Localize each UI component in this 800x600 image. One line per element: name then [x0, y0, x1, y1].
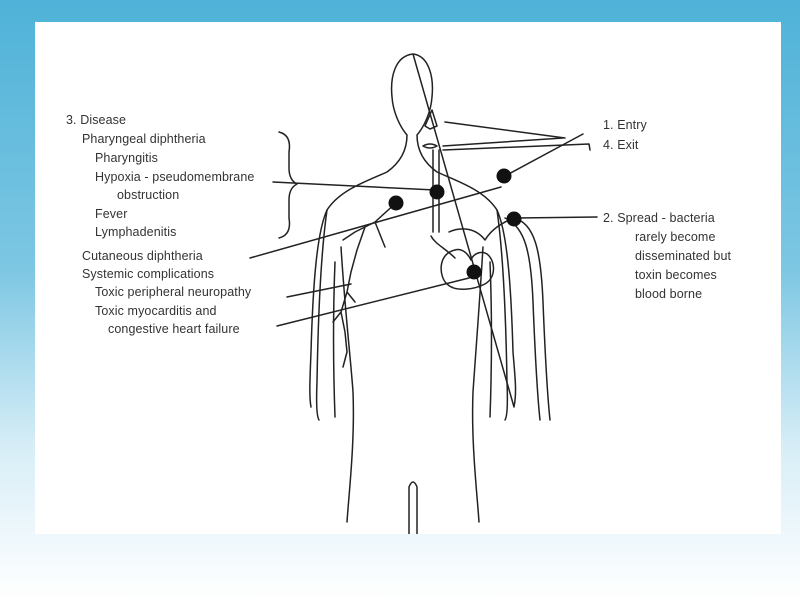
leader-exit — [443, 138, 563, 146]
mouth-outline — [423, 144, 437, 148]
leader-spread — [517, 217, 597, 218]
label-heart-failure: congestive heart failure — [108, 322, 240, 336]
marker-throat — [430, 185, 445, 200]
label-spread-1: 2. Spread - bacteria — [603, 211, 715, 225]
leader-disease — [273, 182, 435, 190]
label-disease-heading: 3. Disease — [66, 113, 127, 127]
label-spread-2: rarely become — [635, 230, 716, 244]
label-lymphadenitis: Lymphadenitis — [95, 225, 177, 239]
label-pharyngeal: Pharyngeal diphtheria — [82, 132, 206, 146]
marker-neck — [497, 169, 512, 184]
label-systemic: Systemic complications — [82, 267, 215, 281]
marker-heart — [467, 265, 482, 280]
disease-bracket — [279, 132, 297, 238]
arm-vessel — [505, 218, 540, 420]
label-cutaneous: Cutaneous diphtheria — [82, 249, 203, 263]
label-spread-4: toxin becomes — [635, 268, 717, 282]
label-neuropathy: Toxic peripheral neuropathy — [95, 285, 252, 299]
marker-shoulder — [507, 212, 522, 227]
crotch-line — [409, 482, 417, 534]
label-entry: 1. Entry — [603, 118, 647, 132]
label-obstruction: obstruction — [117, 188, 180, 202]
leader-entry — [445, 122, 565, 138]
label-hypoxia: Hypoxia - pseudomembrane — [95, 170, 255, 184]
marker-lymph — [389, 196, 404, 211]
slide-panel — [35, 22, 781, 534]
label-exit: 4. Exit — [603, 138, 639, 152]
lymph-vessels — [333, 202, 397, 367]
right-inner-arm — [490, 262, 492, 417]
label-pharyngitis: Pharyngitis — [95, 151, 158, 165]
body-outline — [310, 54, 516, 407]
label-myocarditis: Toxic myocarditis and — [95, 304, 217, 318]
label-spread-3: disseminated but — [635, 249, 732, 263]
leader-cutaneous — [250, 187, 501, 258]
arm-vessel-inner — [513, 218, 550, 420]
label-spread-5: blood borne — [635, 287, 703, 301]
left-inner-arm — [334, 262, 336, 417]
label-fever: Fever — [95, 207, 128, 221]
leader-shoulder — [505, 134, 583, 176]
leader-myocarditis — [277, 278, 469, 326]
